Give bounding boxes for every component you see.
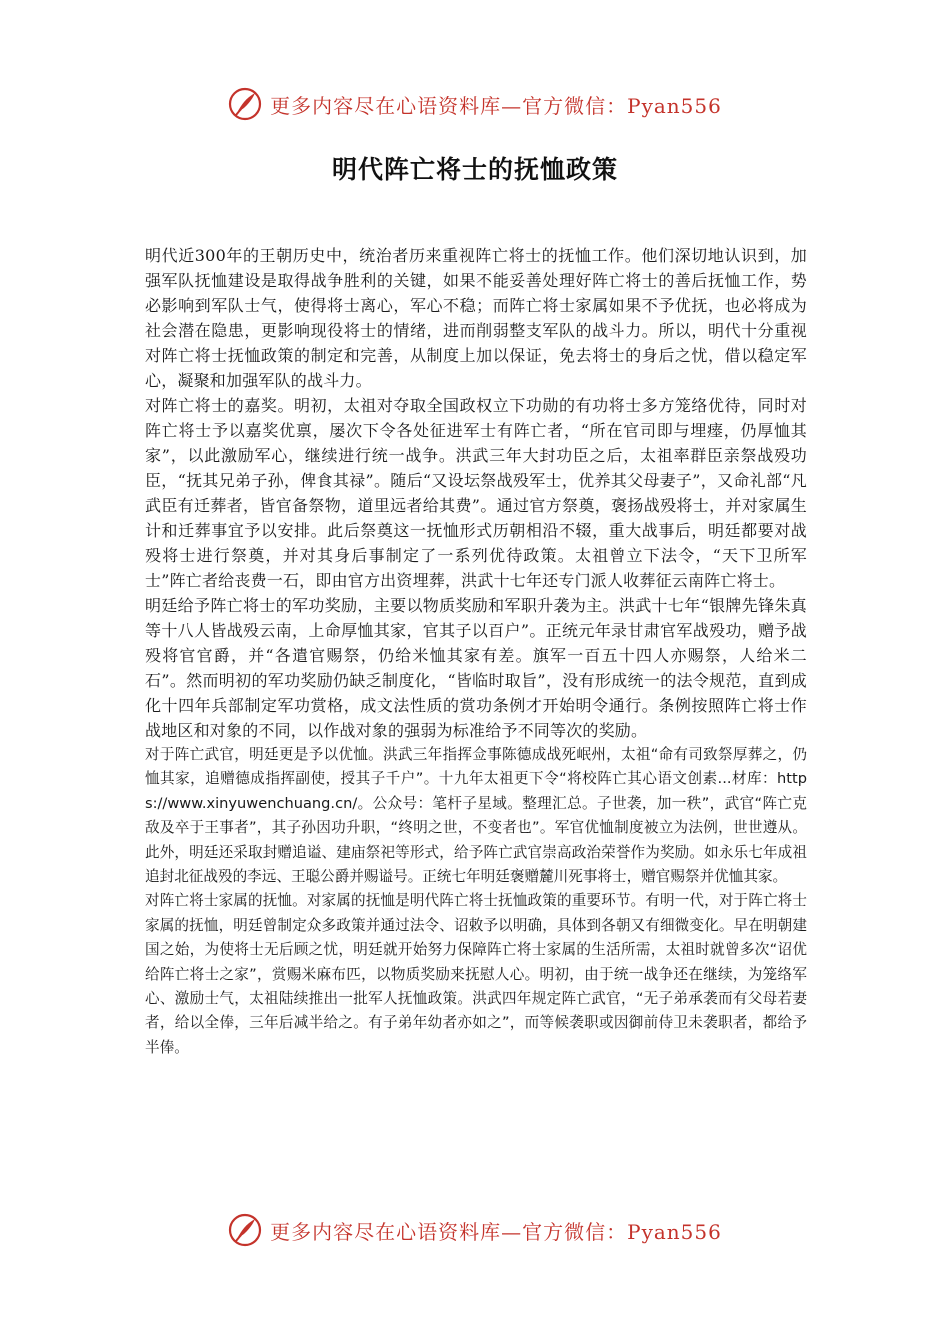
banner-text: 更多内容尽在心语资料库—官方微信：Pyan556 (270, 93, 722, 118)
paragraph-family-relief: 对阵亡将士家属的抚恤。对家属的抚恤是明代阵亡将士抚恤政策的重要环节。有明一代，对于阵亡将士家属的抚恤，明廷曾制定众多政策并通过法令、诏敕予以明确，具体到各朝又有细微变化。早在明朝建国之始，为使将士无后顾之忧，明廷就开始努力保障阵亡将士家属的生活所需，太祖时就曾多次“诏优给阵亡将士之家”，赏赐米麻布匹，以物质奖励来抚慰人心。明初，由于统一战争还在继续，为笼络军心、激励士气，太祖陆续推出一批军人抚恤政策。洪武四年规定阵亡武官，“无子弟承袭而有父母若妻者，给以全俸，三年后减半给之。有子弟年幼者亦如之”，而等候袭职或因御前侍卫未袭职者，都给予半俸。 (145, 892, 807, 1056)
quill-pen-logo-icon (228, 1213, 262, 1247)
document-title: 明代阵亡将士的抚恤政策 (331, 155, 618, 184)
paragraph-officer-relief: 对于阵亡武官，明廷更是予以优恤。洪武三年指挥佥事陈德成战死岷州，太祖“命有司致祭厚葬之，仍恤其家，追赠德成指挥副使，授其子千户”。十九年太祖更下令“将校阵亡其心语文创素...材库：https://www.xinyuwenchuang.cn/。公众号：笔杆子星域。整理汇总。子世袭，加一秩”，武官“阵亡克敌及卒于王事者”，其子孙因功升职，“终明之世，不变者也”。军官优恤制度被立为法例，世世遵从。此外，明廷还采取封赠追谥、建庙祭祀等形式，给予阵亡武官崇高政治荣誉作为奖励。如永乐七年成祖追封北征战殁的李远、王聪公爵并赐谥号。正统七年明廷褒赠麓川死事将士，赠官赐祭并优恤其家。 (145, 746, 807, 886)
quill-pen-logo-icon (228, 87, 262, 121)
document-body (145, 243, 807, 1060)
header-banner (0, 84, 950, 124)
footer-banner (0, 1210, 950, 1250)
paragraph-intro: 明代近300年的王朝历史中，统治者历来重视阵亡将士的抚恤工作。他们深切地认识到，加强军队抚恤建设是取得战争胜利的关键，如果不能妥善处理好阵亡将士的善后抚恤工作，势必影响到军队士气，使得将士离心，军心不稳；而阵亡将士家属如果不予优抚，也必将成为社会潜在隐患，更影响现役将士的情绪，进而削弱整支军队的战斗力。所以，明代十分重视对阵亡将士抚恤政策的制定和完善，从制度上加以保证，免去将士的身后之忧，借以稳定军心，凝聚和加强军队的战斗力。 (145, 246, 807, 390)
paragraph-military-merit: 明廷给予阵亡将士的军功奖励，主要以物质奖励和军职升袭为主。洪武十七年“银牌先锋朱真等十八人皆战殁云南，上命厚恤其家，官其子以百户”。正统元年录甘肃官军战殁功，赠予战殁将官官爵，并“各遣官赐祭，仍给米恤其家有差。旗军一百五十四人亦赐祭，人给米二石”。然而明初的军功奖励仍缺乏制度化，“皆临时取旨”，没有形成统一的法令规范，直到成化十四年兵部制定军功赏格，成文法性质的赏功条例才开始明令通行。条例按照阵亡将士作战地区和对象的不同，以作战对象的强弱为标准给予不同等次的奖励。 (145, 596, 807, 740)
paragraph-commendation: 对阵亡将士的嘉奖。明初，太祖对夺取全国政权立下功勋的有功将士多方笼络优待，同时对阵亡将士予以嘉奖优禀，屡次下令各处征进军士有阵亡者，“所在官司即与埋瘗，仍厚恤其家”，以此激励军心，继续进行统一战争。洪武三年大封功臣之后，太祖率群臣亲祭战殁功臣，“抚其兄弟子孙，俾食其禄”。随后“又设坛祭战殁军士，优养其父母妻子”，又命礼部“凡武臣有迁葬者，皆官备祭物，道里远者给其费”。通过官方祭奠，褒扬战殁将士，并对家属生计和迁葬事宜予以安排。此后祭奠这一抚恤形式历朝相沿不辍，重大战事后，明廷都要对战殁将士进行祭奠，并对其身后事制定了一系列优待政策。太祖曾立下法令，“天下卫所军士”阵亡者给丧费一石，即由官方出资埋葬，洪武十七年还专门派人收葬征云南阵亡将士。 (145, 396, 807, 590)
banner-text: 更多内容尽在心语资料库—官方微信：Pyan556 (270, 1219, 722, 1244)
